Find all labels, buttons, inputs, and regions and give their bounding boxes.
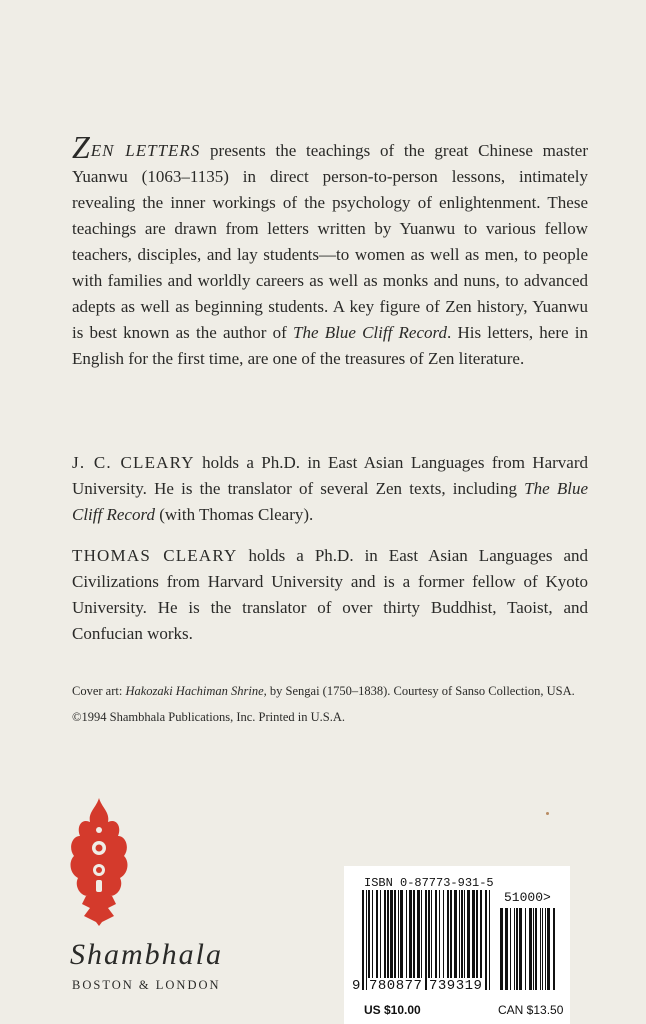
barcode-bar xyxy=(406,890,407,990)
cover-credit-suffix: by Sengai (1750–1838). Courtesy of Sanso Collection, USA. xyxy=(266,684,575,698)
barcode-bar xyxy=(413,890,415,990)
barcode-bar xyxy=(384,890,386,990)
barcode-bar xyxy=(390,890,393,990)
can-price: CAN $13.50 xyxy=(498,1003,564,1017)
description-text-2: . His letters, here in English for the first time, are one of the treasures of Zen literature. xyxy=(72,323,588,368)
barcode-bar xyxy=(372,890,373,990)
barcode-bar xyxy=(431,890,432,990)
barcode-bar xyxy=(545,908,546,990)
barcode-bar xyxy=(417,890,420,990)
barcode-bar xyxy=(425,890,427,990)
barcode-bar xyxy=(454,890,457,990)
barcode-bar xyxy=(387,890,389,990)
author-name: THOMAS CLEARY xyxy=(72,546,238,565)
barcode-bar xyxy=(447,890,449,990)
bio-text-1: holds a Ph.D. in East Asian Languages and Civilizations from Harvard University and is a former fellow of Kyoto University. He is the translator of over thirty Buddhist, Taoist, and Confucian works. xyxy=(72,546,588,643)
barcode-bar xyxy=(519,908,522,990)
barcode-bar xyxy=(461,890,463,990)
barcode-bar xyxy=(535,908,537,990)
barcode-bar xyxy=(476,890,478,990)
description-book-title: The Blue Cliff Record xyxy=(293,323,447,342)
barcode-bar xyxy=(362,890,364,990)
barcode-bar xyxy=(467,890,470,990)
barcode-bar xyxy=(409,890,412,990)
cover-credit-prefix: Cover art: xyxy=(72,684,126,698)
paper-speck xyxy=(546,812,549,815)
barcode-bar xyxy=(398,890,399,990)
barcode-bar xyxy=(500,908,503,990)
barcode-bar xyxy=(542,908,543,990)
barcode-bar xyxy=(376,890,378,990)
isbn-number: ISBN 0-87773-931-5 xyxy=(364,876,494,890)
book-title-inline: EN LETTERS xyxy=(90,141,201,160)
barcode-bar xyxy=(540,908,541,990)
barcode-bar xyxy=(439,890,440,990)
barcode-panel xyxy=(344,866,570,1024)
barcode-bar xyxy=(450,890,452,990)
dropcap-letter: Z xyxy=(72,129,90,165)
barcode-digit-first: 9 xyxy=(352,978,361,994)
flame-emblem-icon xyxy=(66,796,132,926)
cover-art-title: Hakozaki Hachiman Shrine, xyxy=(125,684,267,698)
publisher-location: BOSTON & LONDON xyxy=(72,978,221,992)
book-description xyxy=(72,129,588,372)
bio-text-1: holds a Ph.D. in East Asian Languages from Harvard University. He is the translator of several Zen texts, including xyxy=(72,453,589,498)
addon-barcode xyxy=(500,908,558,990)
barcode-bar xyxy=(421,890,422,990)
ean-barcode xyxy=(362,890,492,990)
barcode-bar xyxy=(400,890,403,990)
barcode-bar xyxy=(533,908,534,990)
barcode-bar xyxy=(510,908,511,990)
barcode-bar xyxy=(464,890,465,990)
us-price: US $10.00 xyxy=(364,1003,421,1017)
price-code: 51000> xyxy=(504,890,551,905)
barcode-bar xyxy=(514,908,515,990)
publisher-name: Shambhala xyxy=(70,938,223,971)
barcode-bar xyxy=(485,890,487,990)
author-bio-jc-cleary xyxy=(72,450,588,528)
barcode-bar xyxy=(480,890,482,990)
barcode-bar xyxy=(435,890,437,990)
barcode-bar xyxy=(380,890,381,990)
cover-art-credit xyxy=(72,682,612,700)
barcode-bar xyxy=(368,890,370,990)
barcode-bar xyxy=(525,908,526,990)
author-name: J. C. CLEARY xyxy=(72,453,195,472)
barcode-bar xyxy=(394,890,396,990)
barcode-bar xyxy=(472,890,475,990)
author-bio-thomas-cleary xyxy=(72,543,588,647)
barcode-bar xyxy=(366,890,367,990)
copyright-notice: ©1994 Shambhala Publications, Inc. Printed in U.S.A. xyxy=(72,710,346,724)
barcode-bar xyxy=(529,908,532,990)
barcode-bar xyxy=(505,908,508,990)
barcode-bar xyxy=(547,908,550,990)
barcode-bar xyxy=(443,890,444,990)
barcode-bar xyxy=(553,908,555,990)
description-text-1: presents the teachings of the great Chinese master Yuanwu (1063–1135) in direct person-to-person lessons, intimately revealing the inner workings of the psychology of enlightenment. These teachings are drawn from letters written by Yuanwu to various fellow teachers, disciples, and lay students—to women as well as men, to people with families and worldly careers as well as monks and nuns, to advanced adepts as well as beginning students. A key figure of Zen history, Yuanwu is best known as the author of xyxy=(72,141,588,342)
barcode-digits-right: 739319 xyxy=(429,978,483,994)
bio-text-2: (with Thomas Cleary). xyxy=(154,505,314,524)
bio-book-title: The Blue Cliff Record xyxy=(72,479,589,524)
barcode-bar xyxy=(516,908,518,990)
barcode-bar xyxy=(428,890,430,990)
barcode-bar xyxy=(489,890,490,990)
barcode-bar xyxy=(459,890,460,990)
barcode-digits-left: 780877 xyxy=(369,978,423,994)
